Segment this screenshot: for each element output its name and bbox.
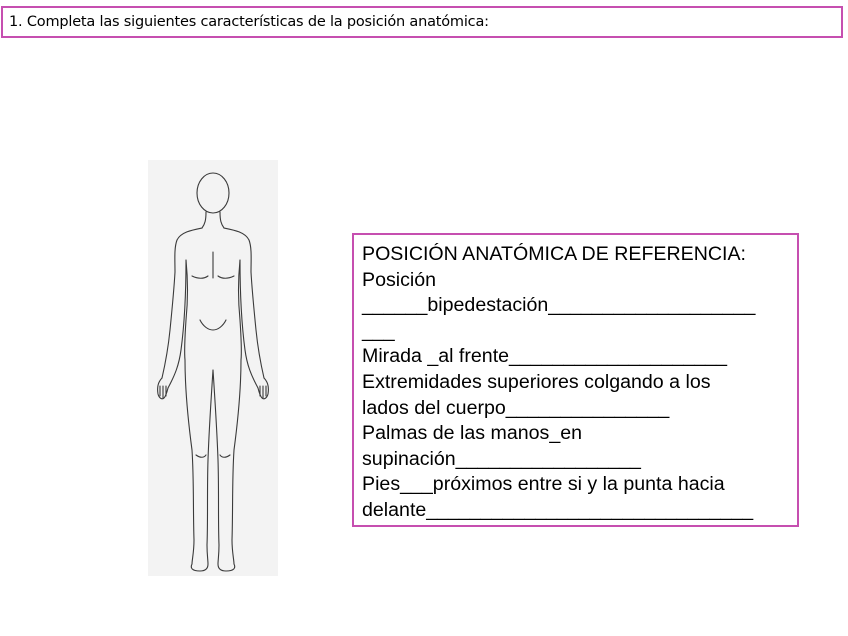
reference-line: lados del cuerpo_______________ — [362, 396, 670, 419]
reference-line: delante______________________________ — [362, 498, 754, 521]
question-text: 1. Completa las siguientes características de la posición anatómica: — [9, 14, 489, 30]
reference-line: ______bipedestación___________________ — [362, 294, 756, 317]
reference-title: POSICIÓN ANATÓMICA DE REFERENCIA: — [362, 243, 746, 265]
reference-line: Posición — [362, 268, 437, 291]
question-header — [1, 6, 843, 38]
reference-line: Mirada _al frente____________________ — [362, 345, 727, 368]
reference-line: Palmas de las manos_en — [362, 422, 583, 445]
reference-line: ___ — [362, 319, 395, 342]
reference-line: Pies___próximos entre si y la punta hacia — [362, 473, 725, 496]
reference-line: Extremidades superiores colgando a los — [362, 370, 711, 393]
human-body-anatomical-position-icon — [148, 160, 278, 576]
body-figure — [148, 160, 278, 576]
anatomical-reference-box — [352, 233, 799, 527]
reference-line: supinación_________________ — [362, 447, 641, 470]
